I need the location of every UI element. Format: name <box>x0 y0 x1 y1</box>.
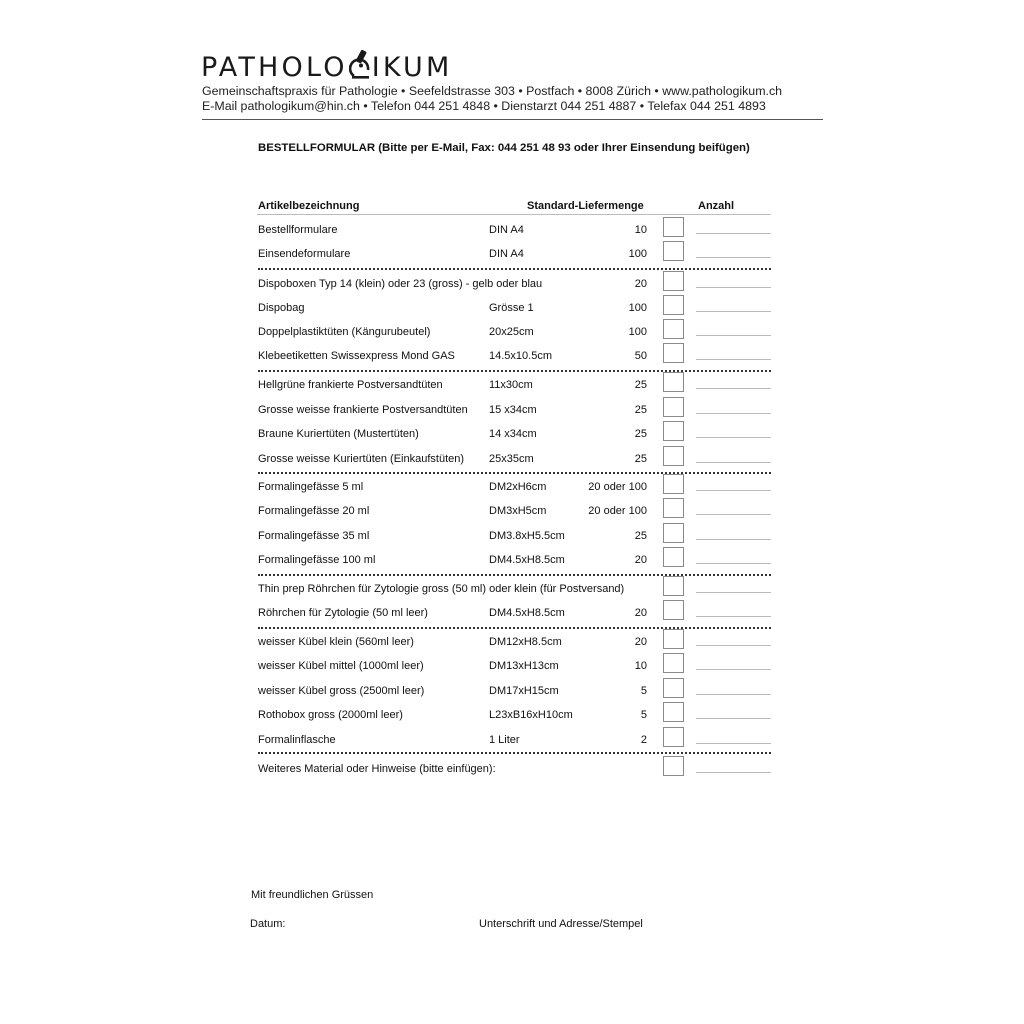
item-format: DM17xH15cm <box>489 685 559 697</box>
item-standard-quantity: 50 <box>634 350 647 362</box>
quantity-input-line[interactable] <box>696 645 771 646</box>
item-name: Röhrchen für Zytologie (50 ml leer) <box>258 607 428 619</box>
item-standard-quantity: 20 oder 100 <box>588 505 647 517</box>
section-separator <box>258 574 771 576</box>
quantity-input-line[interactable] <box>696 514 771 515</box>
item-name: Einsendeformulare <box>258 248 351 260</box>
quantity-input-line[interactable] <box>696 437 771 438</box>
item-name: Dispobag <box>258 302 305 314</box>
order-checkbox[interactable] <box>663 678 684 698</box>
quantity-input-line[interactable] <box>696 718 771 719</box>
greeting: Mit freundlichen Grüssen <box>251 889 374 901</box>
table-row <box>0 349 1024 365</box>
item-name: Formalingefässe 5 ml <box>258 481 364 493</box>
order-checkbox[interactable] <box>663 600 684 620</box>
quantity-input-line[interactable] <box>696 563 771 564</box>
table-row <box>0 223 1024 239</box>
table-row <box>0 504 1024 520</box>
item-name: weisser Kübel mittel (1000ml leer) <box>258 660 424 672</box>
table-row <box>0 606 1024 622</box>
item-format: DIN A4 <box>489 224 524 236</box>
item-standard-quantity: 10 <box>634 660 647 672</box>
quantity-input-line[interactable] <box>696 772 771 773</box>
logo-text-left: PATHOLO <box>201 52 348 83</box>
column-header-count: Anzahl <box>698 200 735 212</box>
order-checkbox[interactable] <box>663 727 684 747</box>
order-checkbox[interactable] <box>663 702 684 722</box>
item-standard-quantity: 20 <box>634 636 647 648</box>
item-standard-quantity: 5 <box>640 709 647 721</box>
item-name: Formalingefässe 20 ml <box>258 505 370 517</box>
quantity-input-line[interactable] <box>696 335 771 336</box>
item-format: 14 x34cm <box>489 428 537 440</box>
logo-text-right: IKUM <box>371 52 453 83</box>
table-row <box>0 553 1024 569</box>
column-header-standard-quantity: Standard-Liefermenge <box>527 200 644 212</box>
item-standard-quantity: 25 <box>634 453 647 465</box>
quantity-input-line[interactable] <box>696 616 771 617</box>
item-format: DM3xH5cm <box>489 505 547 517</box>
quantity-input-line[interactable] <box>696 669 771 670</box>
item-name: Braune Kuriertüten (Mustertüten) <box>258 428 419 440</box>
item-name: Thin prep Röhrchen für Zytologie gross (50 ml) oder klein (für Postversand) <box>258 583 625 595</box>
section-separator <box>258 472 771 474</box>
table-row <box>0 301 1024 317</box>
order-checkbox[interactable] <box>663 319 684 339</box>
quantity-input-line[interactable] <box>696 539 771 540</box>
item-standard-quantity: 2 <box>640 734 647 746</box>
item-format: DIN A4 <box>489 248 524 260</box>
quantity-input-line[interactable] <box>696 388 771 389</box>
order-checkbox[interactable] <box>663 343 684 363</box>
item-standard-quantity: 10 <box>634 224 647 236</box>
section-separator <box>258 370 771 372</box>
signature-label: Unterschrift und Adresse/Stempel <box>479 918 643 930</box>
form-title: BESTELLFORMULAR (Bitte per E-Mail, Fax: 044 251 48 93 oder Ihrer Einsendung beifügen) <box>258 142 750 154</box>
table-row <box>0 659 1024 675</box>
quantity-input-line[interactable] <box>696 462 771 463</box>
item-format: DM4.5xH8.5cm <box>489 607 565 619</box>
item-name: weisser Kübel klein (560ml leer) <box>258 636 414 648</box>
item-name: Formalingefässe 35 ml <box>258 530 370 542</box>
item-standard-quantity: 100 <box>628 248 647 260</box>
item-standard-quantity: 20 <box>634 554 647 566</box>
item-format: Grösse 1 <box>489 302 534 314</box>
table-row <box>0 708 1024 724</box>
order-checkbox[interactable] <box>663 547 684 567</box>
item-format: 15 x34cm <box>489 404 537 416</box>
section-separator <box>258 268 771 270</box>
item-name: Weiteres Material oder Hinweise (bitte einfügen): <box>258 763 496 775</box>
item-standard-quantity: 25 <box>634 379 647 391</box>
order-checkbox[interactable] <box>663 397 684 417</box>
table-row <box>0 247 1024 263</box>
quantity-input-line[interactable] <box>696 694 771 695</box>
contact-line: E-Mail pathologikum@hin.ch • Telefon 044 251 4848 • Dienstarzt 044 251 4887 • Telefax 044 251 4893 <box>202 99 766 113</box>
quantity-input-line[interactable] <box>696 311 771 312</box>
item-name: Klebeetiketten Swissexpress Mond GAS <box>258 350 455 362</box>
table-row <box>0 378 1024 394</box>
quantity-input-line[interactable] <box>696 743 771 744</box>
table-row <box>0 582 1024 598</box>
item-name: weisser Kübel gross (2500ml leer) <box>258 685 425 697</box>
item-name: Doppelplastiktüten (Kängurubeutel) <box>258 326 431 338</box>
table-row <box>0 403 1024 419</box>
quantity-input-line[interactable] <box>696 287 771 288</box>
quantity-input-line[interactable] <box>696 257 771 258</box>
item-format: DM13xH13cm <box>489 660 559 672</box>
item-name: Bestellformulare <box>258 224 338 236</box>
item-format: L23xB16xH10cm <box>489 709 573 721</box>
item-name: Grosse weisse frankierte Postversandtüten <box>258 404 468 416</box>
item-format: DM2xH6cm <box>489 481 547 493</box>
item-format: DM4.5xH8.5cm <box>489 554 565 566</box>
item-format: DM12xH8.5cm <box>489 636 562 648</box>
header-rule <box>257 214 771 215</box>
table-row <box>0 733 1024 749</box>
item-standard-quantity: 5 <box>640 685 647 697</box>
section-separator <box>258 627 771 629</box>
quantity-input-line[interactable] <box>696 233 771 234</box>
quantity-input-line[interactable] <box>696 413 771 414</box>
item-format: 11x30cm <box>489 379 533 391</box>
order-checkbox[interactable] <box>663 421 684 441</box>
order-checkbox[interactable] <box>663 295 684 315</box>
item-format: 25x35cm <box>489 453 534 465</box>
table-row <box>0 325 1024 341</box>
order-checkbox[interactable] <box>663 241 684 261</box>
table-row <box>0 480 1024 496</box>
header-divider <box>202 119 823 120</box>
order-checkbox[interactable] <box>663 271 684 291</box>
column-header-article: Artikelbezeichnung <box>258 200 360 212</box>
order-checkbox[interactable] <box>663 446 684 466</box>
table-row <box>0 529 1024 545</box>
quantity-input-line[interactable] <box>696 359 771 360</box>
item-format: DM3.8xH5.5cm <box>489 530 565 542</box>
order-checkbox[interactable] <box>663 498 684 518</box>
table-row <box>0 277 1024 293</box>
table-row <box>0 762 1024 778</box>
order-checkbox[interactable] <box>663 629 684 649</box>
order-checkbox[interactable] <box>663 756 684 776</box>
item-name: Formalingefässe 100 ml <box>258 554 376 566</box>
item-standard-quantity: 100 <box>628 302 647 314</box>
item-name: Hellgrüne frankierte Postversandtüten <box>258 379 443 391</box>
item-format: 20x25cm <box>489 326 534 338</box>
item-name: Grosse weisse Kuriertüten (Einkaufstüten) <box>258 453 465 465</box>
table-row <box>0 427 1024 443</box>
item-format: 1 Liter <box>489 734 520 746</box>
item-standard-quantity: 100 <box>628 326 647 338</box>
quantity-input-line[interactable] <box>696 592 771 593</box>
item-standard-quantity: 20 <box>634 278 647 290</box>
order-checkbox[interactable] <box>663 576 684 596</box>
section-separator <box>258 752 771 754</box>
address-line: Gemeinschaftspraxis für Pathologie • Seefeldstrasse 303 • Postfach • 8008 Zürich • www.pathologikum.ch <box>202 84 783 98</box>
order-checkbox[interactable] <box>663 653 684 673</box>
item-standard-quantity: 25 <box>634 530 647 542</box>
pathologikum-logo <box>201 50 453 85</box>
table-row <box>0 684 1024 700</box>
order-checkbox[interactable] <box>663 217 684 237</box>
microscope-icon <box>349 50 371 80</box>
item-format: 14.5x10.5cm <box>489 350 552 362</box>
order-checkbox[interactable] <box>663 523 684 543</box>
quantity-input-line[interactable] <box>696 490 771 491</box>
table-row <box>0 452 1024 468</box>
item-standard-quantity: 25 <box>634 428 647 440</box>
item-name: Dispoboxen Typ 14 (klein) oder 23 (gross) - gelb oder blau <box>258 278 543 290</box>
item-standard-quantity: 20 oder 100 <box>588 481 647 493</box>
order-checkbox[interactable] <box>663 372 684 392</box>
item-standard-quantity: 25 <box>634 404 647 416</box>
item-name: Rothobox gross (2000ml leer) <box>258 709 403 721</box>
item-standard-quantity: 20 <box>634 607 647 619</box>
item-name: Formalinflasche <box>258 734 336 746</box>
date-label: Datum: <box>250 918 286 930</box>
table-row <box>0 635 1024 651</box>
order-checkbox[interactable] <box>663 474 684 494</box>
